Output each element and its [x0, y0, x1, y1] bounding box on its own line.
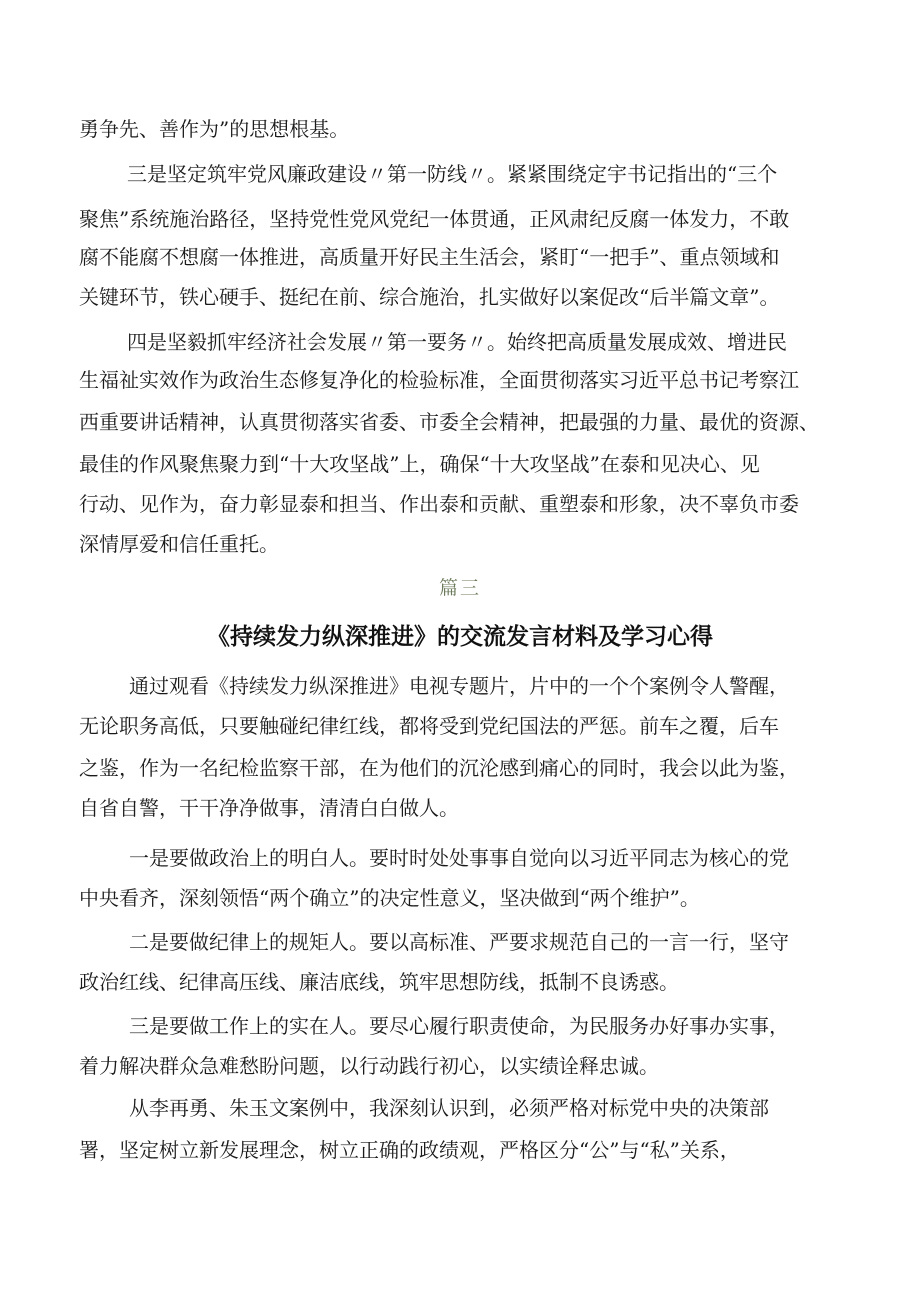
paragraph-line: 关键环节，铁心硬手、挺纪在前、综合施治，扎实做好以案促改“后半篇文章”。 [79, 285, 780, 309]
paragraph-line: 三是要做工作上的实在人。要尽心履行职责使命，为民服务办好事办实事， [129, 1014, 789, 1038]
paragraph-line: 行动、见作为，奋力彰显泰和担当、作出泰和贡献、重塑泰和形象，决不辜负市委 [79, 492, 799, 516]
paragraph-line: 之鉴，作为一名纪检监察干部，在为他们的沉沦感到痛心的同时，我会以此为鉴， [79, 756, 799, 780]
paragraph-line: 从李再勇、朱玉文案例中，我深刻认识到，必须严格对标党中央的决策部 [129, 1096, 769, 1120]
paragraph-line: 聚焦”系统施治路径，坚持党性党风党纪一体贯通，正风肃纪反腐一体发力，不敢 [79, 207, 790, 231]
document-title: 《持续发力纵深推进》的交流发言材料及学习心得 [207, 624, 713, 650]
paragraph-line: 深情厚爱和信任重托。 [79, 532, 279, 556]
paragraph-line: 通过观看《持续发力纵深推进》电视专题片，片中的一个个案例令人警醒， [129, 674, 789, 698]
paragraph-line: 三是坚定筑牢党风廉政建设〃第一防线〃。紧紧围绕定宇书记指出的“三个 [127, 162, 778, 186]
paragraph-line: 生福祉实效作为政治生态修复净化的检验标准，全面贯彻落实习近平总书记考察江 [79, 368, 799, 392]
paragraph-line: 政治红线、纪律高压线、廉洁底线，筑牢思想防线，抵制不良诱惑。 [79, 970, 679, 994]
paragraph-line: 无论职务高低，只要触碰纪律红线，都将受到党纪国法的严惩。前车之覆，后车 [79, 714, 779, 738]
section-label: 篇三 [438, 577, 481, 599]
paragraph-line: 一是要做政治上的明白人。要时时处处事事自觉向以习近平同志为核心的党 [129, 846, 789, 870]
paragraph-line: 最佳的作风聚焦聚力到“十大攻坚战”上，确保“十大攻坚战”在泰和见决心、见 [79, 452, 760, 476]
paragraph-line: 中央看齐，深刻领悟“两个确立”的决定性意义，坚决做到“两个维护”。 [79, 886, 700, 910]
paragraph-line: 四是坚毅抓牢经济社会发展〃第一要务〃。始终把高质量发展成效、增进民 [127, 330, 787, 354]
paragraph-line: 着力解决群众急难愁盼问题，以行动践行初心，以实绩诠释忠诚。 [79, 1054, 659, 1078]
paragraph-line: 二是要做纪律上的规矩人。要以高标准、严要求规范自己的一言一行，坚守 [129, 930, 789, 954]
paragraph-line: 西重要讲话精神，认真贯彻落实省委、市委全会精神，把最强的力量、最优的资源、 [79, 410, 819, 434]
paragraph-line: 署，坚定树立新发展理念，树立正确的政绩观，严格区分“公”与“私”关系， [79, 1138, 740, 1162]
paragraph-line: 自省自警，干干净净做事，清清白白做人。 [79, 796, 459, 820]
paragraph-line: 腐不能腐不想腐一体推进，高质量开好民主生活会，紧盯“一把手”、重点领域和 [79, 245, 780, 269]
paragraph-line: 勇争先、善作为”的思想根基。 [79, 117, 350, 141]
